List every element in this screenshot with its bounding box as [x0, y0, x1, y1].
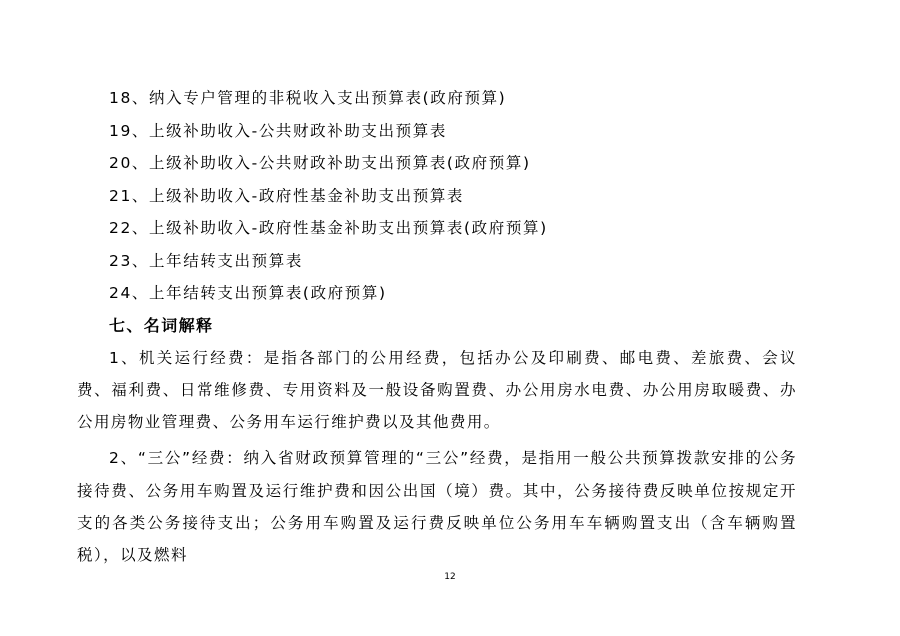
paragraph: 2、“三公”经费：纳入省财政预算管理的“三公”经费，是指用一般公共预算拨款安排的公务接待费、公务用车购置及运行维护费和因公出国（境）费。其中，公务接待费反映单位按规定开支的各类公务接待支出；公务用车购置及运行费反映单位公务用车车辆购置支出（含车辆购置税），以及燃料	[77, 449, 797, 565]
section-heading: 七、名词解释	[109, 315, 214, 335]
list-item: 24、上年结转支出预算表(政府预算)	[109, 284, 387, 302]
page-content	[77, 82, 829, 572]
list-item: 23、上年结转支出预算表	[109, 251, 303, 270]
list-item: 18、纳入专户管理的非税收入支出预算表(政府预算)	[109, 89, 507, 107]
paragraph: 1、机关运行经费：是指各部门的公用经费，包括办公及印刷费、邮电费、差旅费、会议费、福利费、日常维修费、专用资料及一般设备购置费、办公用房水电费、办公用房取暖费、办公用房物业管理费、公务用车运行维护费以及其他费用。	[77, 348, 797, 432]
page-number: 12	[444, 572, 456, 582]
list-item: 20、上级补助收入-公共财政补助支出预算表(政府预算)	[109, 154, 531, 172]
list-item: 21、上级补助收入-政府性基金补助支出预算表	[109, 186, 465, 205]
list-item: 22、上级补助收入-政府性基金补助支出预算表(政府预算)	[109, 219, 548, 237]
list-item: 19、上级补助收入-公共财政补助支出预算表	[109, 121, 447, 140]
